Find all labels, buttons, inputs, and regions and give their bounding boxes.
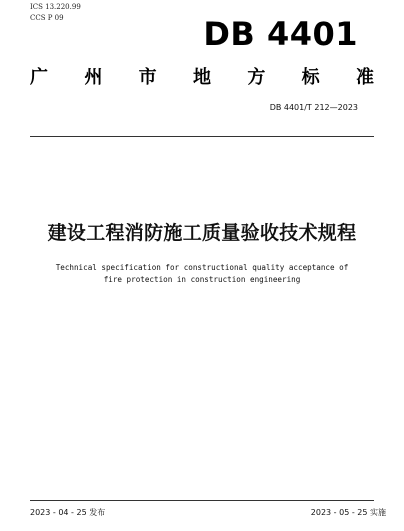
ccs-code: CCS P 09	[30, 14, 64, 22]
standard-code-logo: DB 4401	[203, 15, 358, 53]
implementation-date: 2023 - 05 - 25 实施	[310, 508, 386, 517]
standard-type-char: 州	[84, 67, 103, 88]
standard-type-char: 地	[192, 67, 211, 88]
issue-date: 2023 - 04 - 25 发布	[30, 508, 106, 517]
standard-type-char: 市	[138, 67, 157, 88]
document-title-english	[10, 262, 394, 286]
top-divider	[30, 136, 374, 137]
standard-number: DB 4401/T 212—2023	[269, 103, 358, 112]
english-title-line: Technical specification for constructional quality acceptance of	[55, 263, 349, 272]
standard-type-heading	[30, 66, 374, 90]
ics-code: ICS 13.220.99	[30, 3, 81, 11]
standard-type-char: 方	[247, 67, 266, 88]
standard-type-char: 准	[355, 67, 374, 88]
standard-type-char: 标	[301, 67, 320, 88]
standard-type-char: 广	[30, 67, 48, 88]
english-title-line: fire protection in construction engineering	[103, 275, 301, 284]
document-title-chinese: 建设工程消防施工质量验收技术规程	[47, 222, 357, 244]
bottom-divider	[30, 500, 374, 501]
